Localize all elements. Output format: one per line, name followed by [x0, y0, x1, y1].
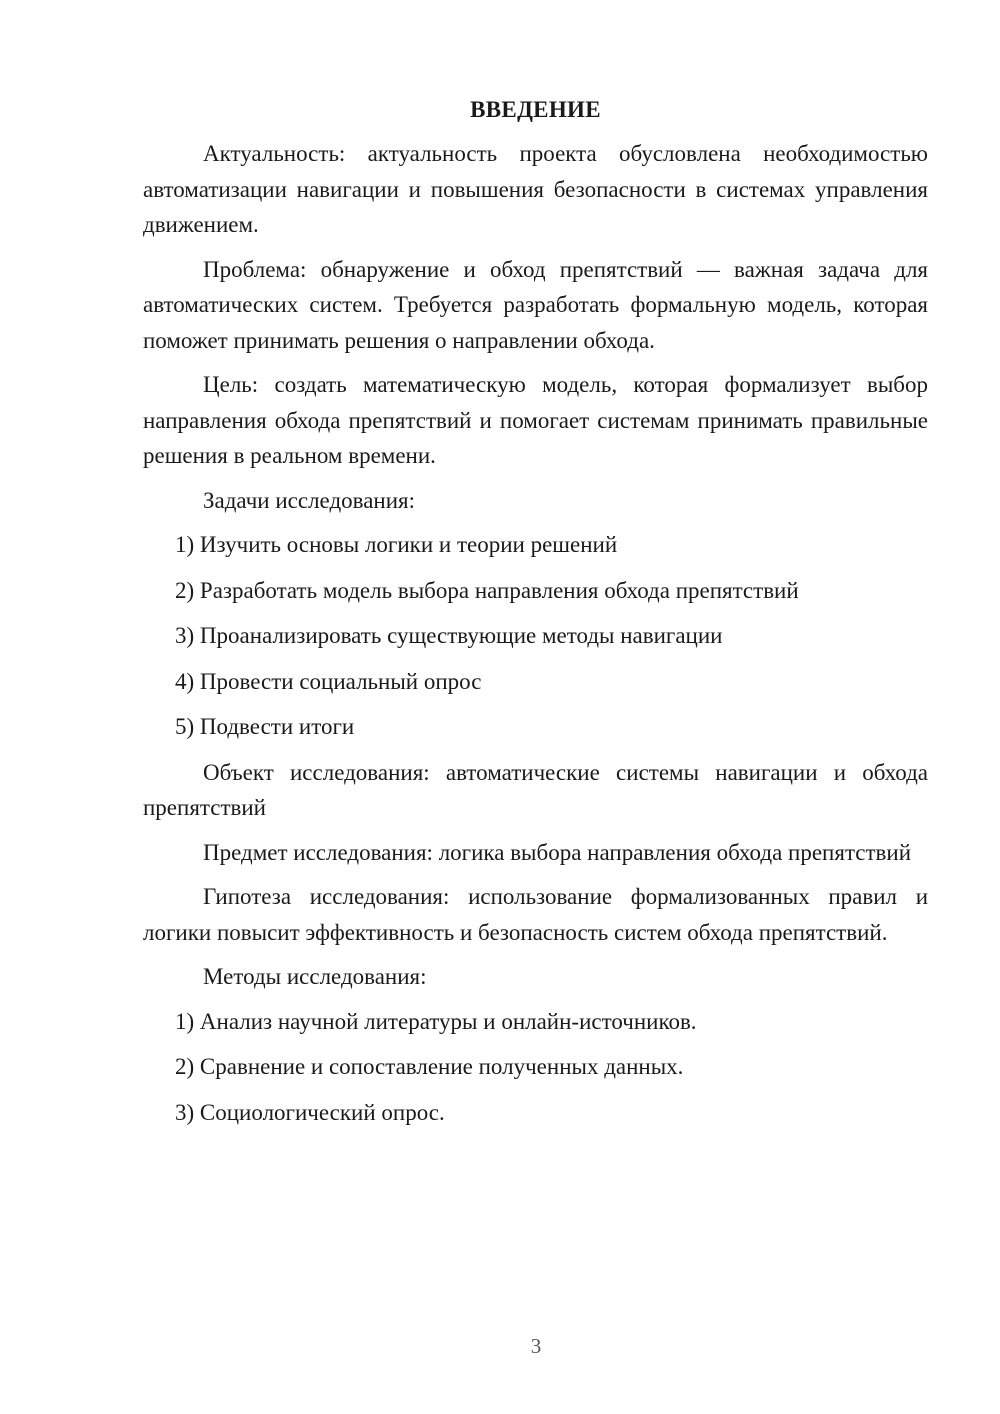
- paragraph-problem: Проблема: обнаружение и обход препятствий — важная задача для автоматических систем. Требуется разработать формальную модель, которая поможет принимать решения о направлении обхода.: [143, 256, 928, 353]
- list-item: 1) Изучить основы логики и теории решений: [175, 532, 618, 557]
- list-item: 3) Социологический опрос.: [175, 1099, 445, 1125]
- list-item: 2) Разработать модель выбора направления обхода препятствий: [175, 577, 799, 603]
- list-item: 5) Подвести итоги: [175, 714, 355, 739]
- list-item: 1) Анализ научной литературы и онлайн-источников.: [175, 1008, 697, 1034]
- paragraph-relevance: Актуальность: актуальность проекта обусловлена необходимостью автоматизации навигации и повышения безопасности в системах управления движением.: [143, 141, 928, 237]
- paragraph-subject: Предмет исследования: логика выбора направления обхода препятствий: [203, 839, 912, 865]
- section-title: ВВЕДЕНИЕ: [470, 97, 601, 122]
- paragraph-goal: Цель: создать математическую модель, которая формализует выбор направления обхода препятствий и помогает системам принимать правильные решения в реальном времени.: [143, 372, 928, 468]
- list-item: 3) Проанализировать существующие методы навигации: [175, 623, 723, 648]
- methods-heading: Методы исследования:: [203, 964, 427, 989]
- page-number: 3: [530, 1334, 542, 1358]
- list-item: 4) Провести социальный опрос: [175, 668, 482, 694]
- paragraph-object: Объект исследования: автоматические системы навигации и обхода препятствий: [143, 759, 928, 820]
- tasks-heading: Задачи исследования:: [203, 487, 416, 513]
- page-content: [143, 93, 928, 1140]
- list-item: 2) Сравнение и сопоставление полученных данных.: [175, 1054, 684, 1079]
- methods-list: [143, 1004, 928, 1131]
- tasks-list: [143, 527, 928, 745]
- paragraph-hypothesis: Гипотеза исследования: использование формализованных правил и логики повысит эффективность и безопасность систем обхода препятствий.: [143, 884, 928, 945]
